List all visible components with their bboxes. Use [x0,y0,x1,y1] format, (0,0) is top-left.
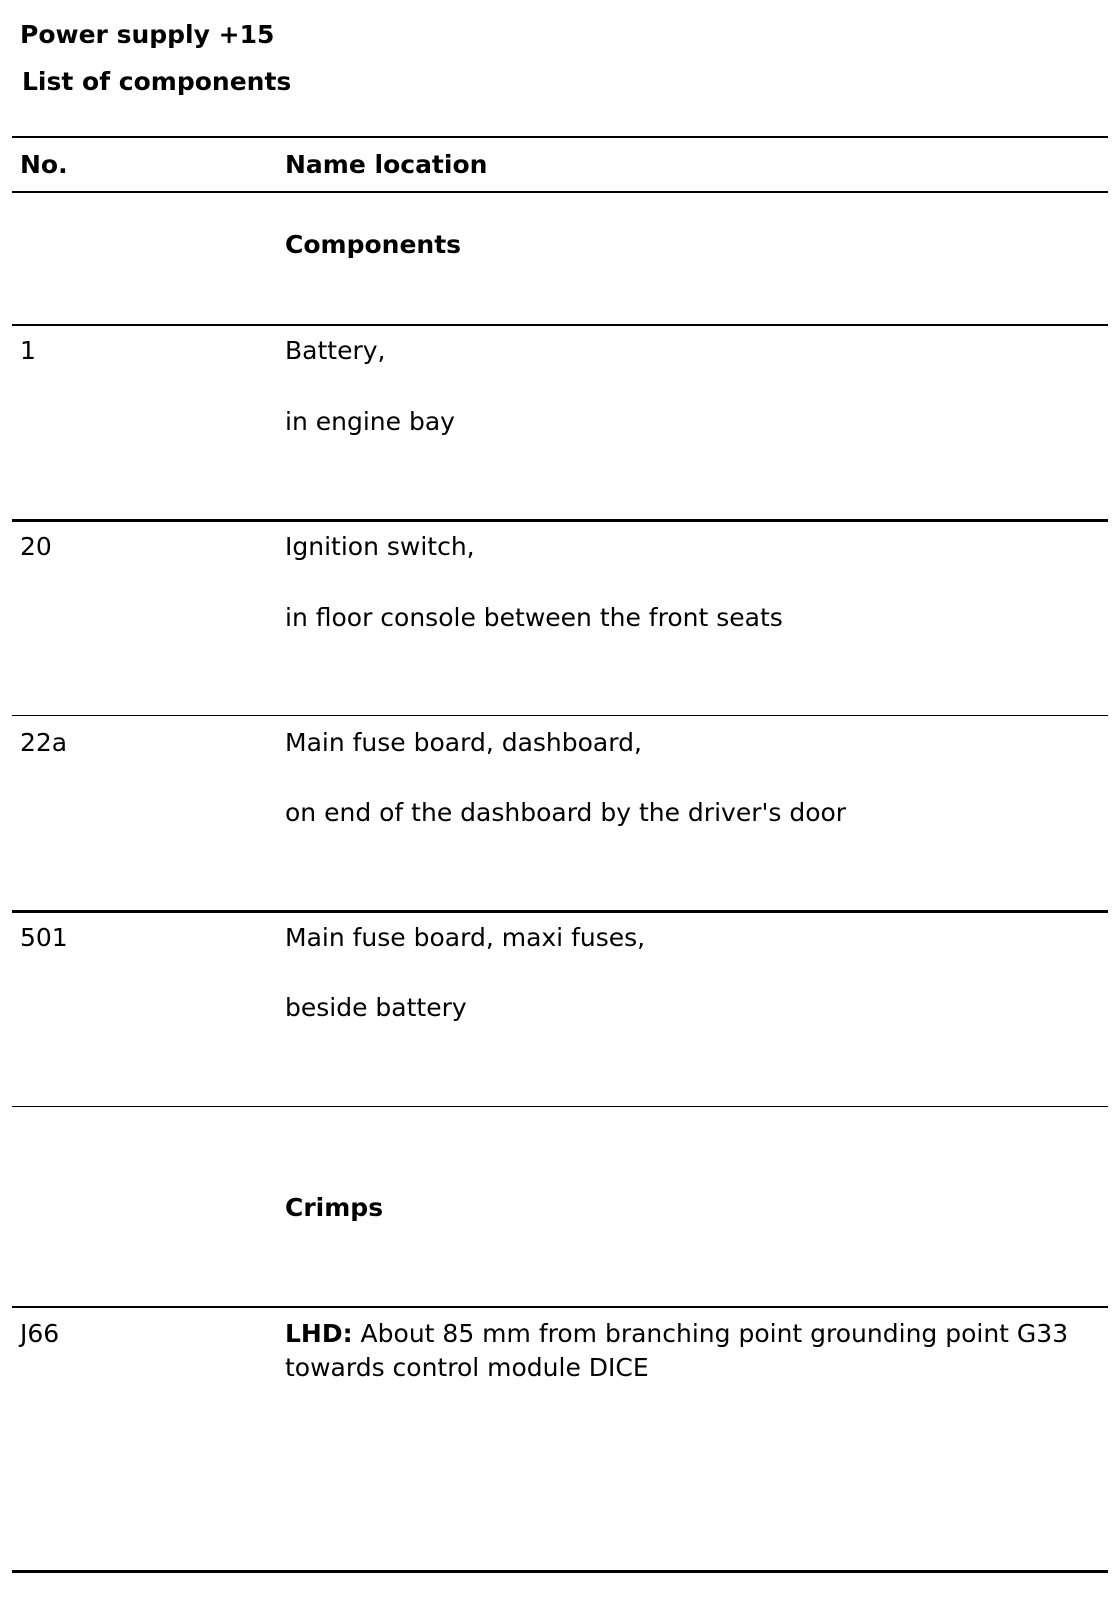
component-location: beside battery [285,993,467,1022]
column-header-no: No. [20,150,68,179]
crimp-location [285,1317,1100,1385]
row-divider [12,1306,1108,1308]
crimp-prefix-lhd: LHD: [285,1319,353,1348]
crimp-description: About 85 mm from branching point grounding point G33 towards control module DICE [285,1319,1069,1382]
section-heading-crimps: Crimps [285,1193,384,1222]
component-name: Ignition switch, [285,532,475,561]
component-location: in floor console between the front seats [285,603,783,632]
component-name: Main fuse board, maxi fuses, [285,923,646,952]
component-name: Battery, [285,336,386,365]
row-number: 20 [20,532,52,561]
section-divider [12,1106,1108,1107]
component-name: Main fuse board, dashboard, [285,728,642,757]
row-divider [12,519,1108,522]
table-top-rule [12,136,1108,138]
row-divider [12,324,1108,326]
page-title: Power supply +15 [20,20,275,49]
row-number: 501 [20,923,68,952]
component-location: in engine bay [285,407,455,436]
table-header-rule [12,191,1108,193]
row-divider [12,715,1108,716]
row-number: 22a [20,728,68,757]
section-heading-components: Components [285,230,462,259]
page-subtitle: List of components [22,67,292,96]
row-divider [12,910,1108,913]
column-header-name-location: Name location [285,150,488,179]
row-number: 1 [20,336,36,365]
table-bottom-rule [12,1570,1108,1573]
component-location: on end of the dashboard by the driver's door [285,798,847,827]
row-number: J66 [20,1319,60,1348]
